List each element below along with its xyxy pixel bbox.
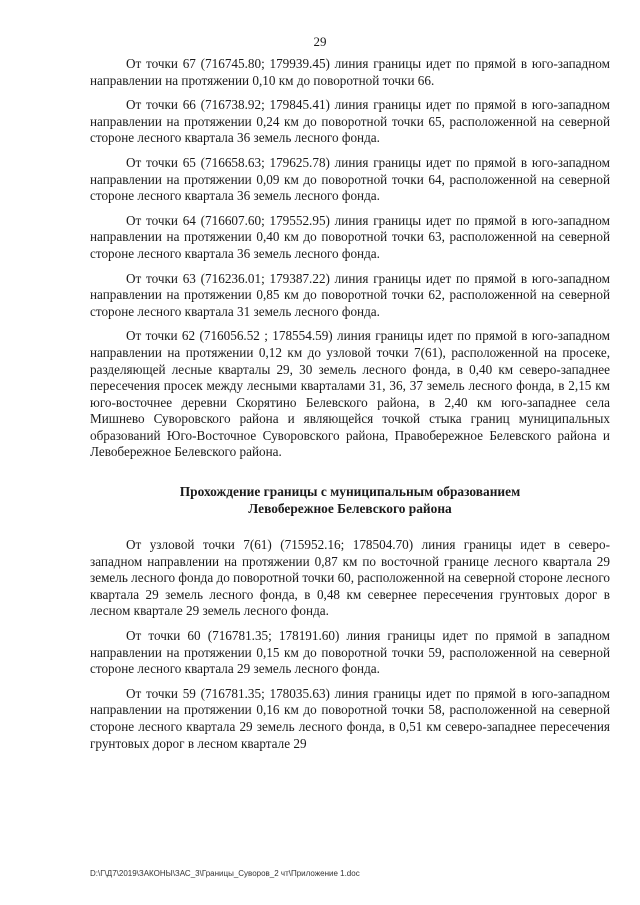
paragraph-point-64: От точки 64 (716607.60; 179552.95) линия границы идет по прямой в юго-западном направлении на протяжении 0,40 км до поворотной точки 63, расположенной на северной стороне лесного квартала 36 земель лесного фонда.	[90, 212, 610, 261]
section-heading	[90, 483, 610, 517]
document-body	[90, 56, 610, 760]
paragraph-point-59: От точки 59 (716781.35; 178035.63) линия границы идет по прямой в юго-западном направлении на протяжении 0,16 км до поворотной точки 58, расположенной на северной стороне лесного квартала 29 земель лесного фонда, в 0,51 км северо-западнее пересечения грунтовых дорог в лесном квартале 29	[90, 685, 610, 751]
section-heading-line-2: Левобережное Белевского района	[248, 501, 452, 517]
paragraph-point-66: От точки 66 (716738.92; 179845.41) линия границы идет по прямой в юго-западном направлении на протяжении 0,24 км до поворотной точки 65, расположенной на северной стороне лесного квартала 36 земель лесного фонда.	[90, 97, 610, 146]
paragraph-point-62: От точки 62 (716056.52 ; 178554.59) линия границы идет по прямой в юго-западном направлении на протяжении 0,12 км до узловой точки 7(61), расположенной на просеке, разделяющей лесные кварталы 29, 30 земель лесного фонда, в 0,40 км северо-западнее пересечения просек между лесными кварталами 31, 36, 37 земель лесного фонда, в 2,15 км юго-восточнее деревни Скорятино Белевского района, в 2,40 км юго-западнее села Мишнево Суворовского района и являющейся точкой стыка границ муниципальных образований Юго-Восточное Суворовского района, Правобережное Белевского района и Левобережное Белевского района.	[90, 328, 610, 460]
section-heading-line-1: Прохождение границы с муниципальным образованием	[179, 484, 521, 500]
page-number: 29	[313, 34, 327, 49]
footer-file-path: D:\Г\Д7\2019\ЗАКОНЫ\ЗАС_3\Границы_Суворов_2 чт\Приложение 1.doc	[90, 869, 360, 878]
paragraph-node-point-7: От узловой точки 7(61) (715952.16; 178504.70) линия границы идет в северо-западном направлении на протяжении 0,87 км по восточной границе лесного квартала 29 земель лесного фонда до поворотной точки 60, расположенной на северной стороне лесного квартала 29 земель лесного фонда, в 0,48 км севернее пересечения грунтовых дорог в лесном квартале 29 земель лесного фонда.	[90, 537, 610, 619]
paragraph-point-63: От точки 63 (716236.01; 179387.22) линия границы идет по прямой в юго-западном направлении на протяжении 0,85 км до поворотной точки 62, расположенной на северной стороне лесного квартала 31 земель лесного фонда.	[90, 270, 610, 319]
paragraph-point-67: От точки 67 (716745.80; 179939.45) линия границы идет по прямой в юго-западном направлении на протяжении 0,10 км до поворотной точки 66.	[90, 56, 610, 88]
paragraph-point-65: От точки 65 (716658.63; 179625.78) линия границы идет по прямой в юго-западном направлении на протяжении 0,09 км до поворотной точки 64, расположенной на северной стороне лесного квартала 36 земель лесного фонда.	[90, 154, 610, 204]
paragraph-point-60: От точки 60 (716781.35; 178191.60) линия границы идет по прямой в западном направлении на протяжении 0,15 км до поворотной точки 59, расположенной на северной стороне лесного квартала 29 земель лесного фонда.	[90, 628, 610, 677]
